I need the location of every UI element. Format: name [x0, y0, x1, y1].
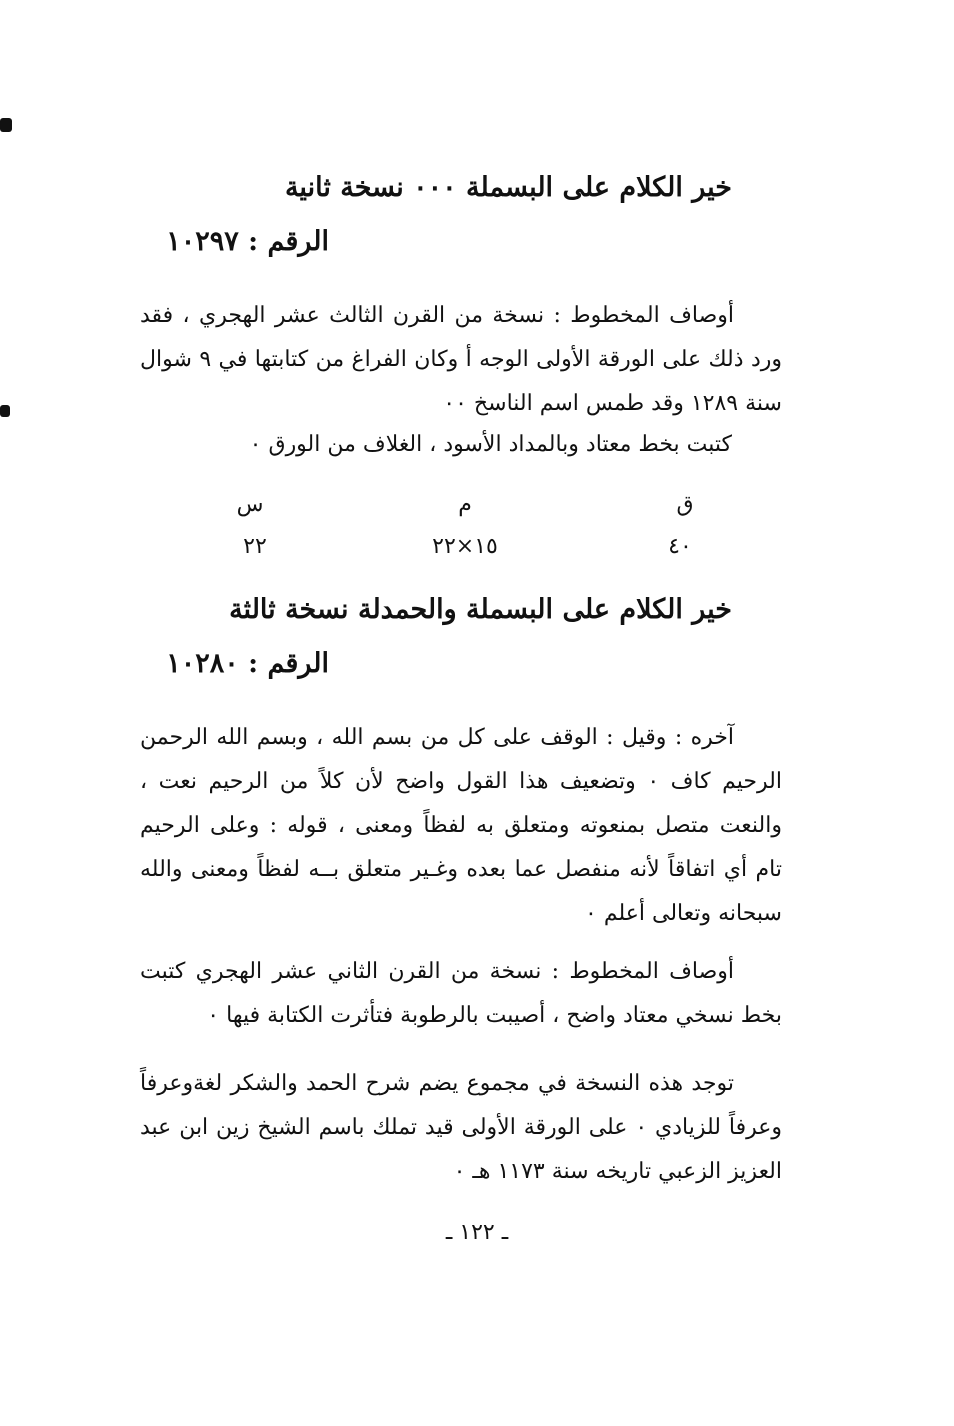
scan-mark-middle [0, 405, 10, 417]
section2-end-line-4: تام أي اتفاقاً لأنه منفصل عما بعده وغـير متعلق بــه لفظاً ومعنى والله [140, 857, 782, 882]
section2-end-line-1: آخره : وقيل : الوقف على كل من بسم الله ، وبسم الله الرحمن [140, 725, 734, 750]
scan-mark-top [0, 118, 12, 132]
section2-end-line-5: سبحانه وتعالى أعلم ٠ [585, 901, 782, 926]
section1-number: الرقم : ١٠٢٩٧ [166, 226, 329, 257]
section2-end-line-3: والنعت متصل بمنعوته ومتعلق به لفظاً ومعنى ، قوله : وعلى الرحيم [140, 813, 782, 838]
section2-ending [140, 716, 782, 936]
section1-written-note: كتبت بخط معتاد وبالمداد الأسود ، الغلاف من الورق ٠ [249, 432, 732, 457]
table-header-m: م [458, 492, 472, 517]
section2-location [140, 1062, 782, 1194]
section2-description [140, 950, 782, 1038]
table-header-s: س [236, 492, 264, 517]
section1-heading: خير الكلام على البسملة ٠٠٠ نسخة ثانية [284, 172, 732, 203]
table-value-s: ٢٢ [243, 534, 267, 559]
section1-desc-line-2: ورد ذلك على الورقة الأولى الوجه أ وكان الفراغ من كتابتها في ٩ شوال [140, 347, 783, 372]
table-header-q: ق [676, 492, 694, 517]
section2-desc-line-1: أوصاف المخطوط : نسخة من القرن الثاني عشر الهجري كتبت [140, 959, 734, 984]
section2-number: الرقم : ١٠٢٨٠ [166, 648, 329, 679]
page-number: ـ ١٢٢ ـ [445, 1220, 509, 1245]
section2-found-line-3: العزيز الزعبي تاريخه سنة ١١٧٣ هـ ٠ [453, 1159, 782, 1184]
table-value-m: ١٥×٢٢ [432, 534, 498, 559]
section2-end-line-2: الرحيم كاف ٠ وتضعيف هذا القول واضح لأن كلاً من الرحيم نعت ، [140, 769, 782, 794]
section2-found-line-2: وعرفاً للزيادي ٠ على الورقة الأولى قيد تملك باسم الشيخ زين ابن عبد [140, 1115, 782, 1140]
section2-found-line-1: توجد هذه النسخة في مجموع يضم شرح الحمد والشكر لغةوعرفاً [140, 1071, 734, 1096]
section1-desc-line-3: سنة ١٢٨٩ وقد طمس اسم الناسخ ٠٠ [443, 391, 782, 416]
section1-description [140, 294, 782, 426]
section2-heading: خير الكلام على البسملة والحمدلة نسخة ثالثة [229, 594, 732, 625]
section2-desc-line-2: بخط نسخي معتاد واضح ، أصيبت بالرطوبة فتأثرت الكتابة فيها ٠ [207, 1003, 782, 1028]
table-value-q: ٤٠ [668, 534, 692, 559]
section1-desc-line-1: أوصاف المخطوط : نسخة من القرن الثالث عشر الهجري ، فقد [140, 303, 734, 328]
